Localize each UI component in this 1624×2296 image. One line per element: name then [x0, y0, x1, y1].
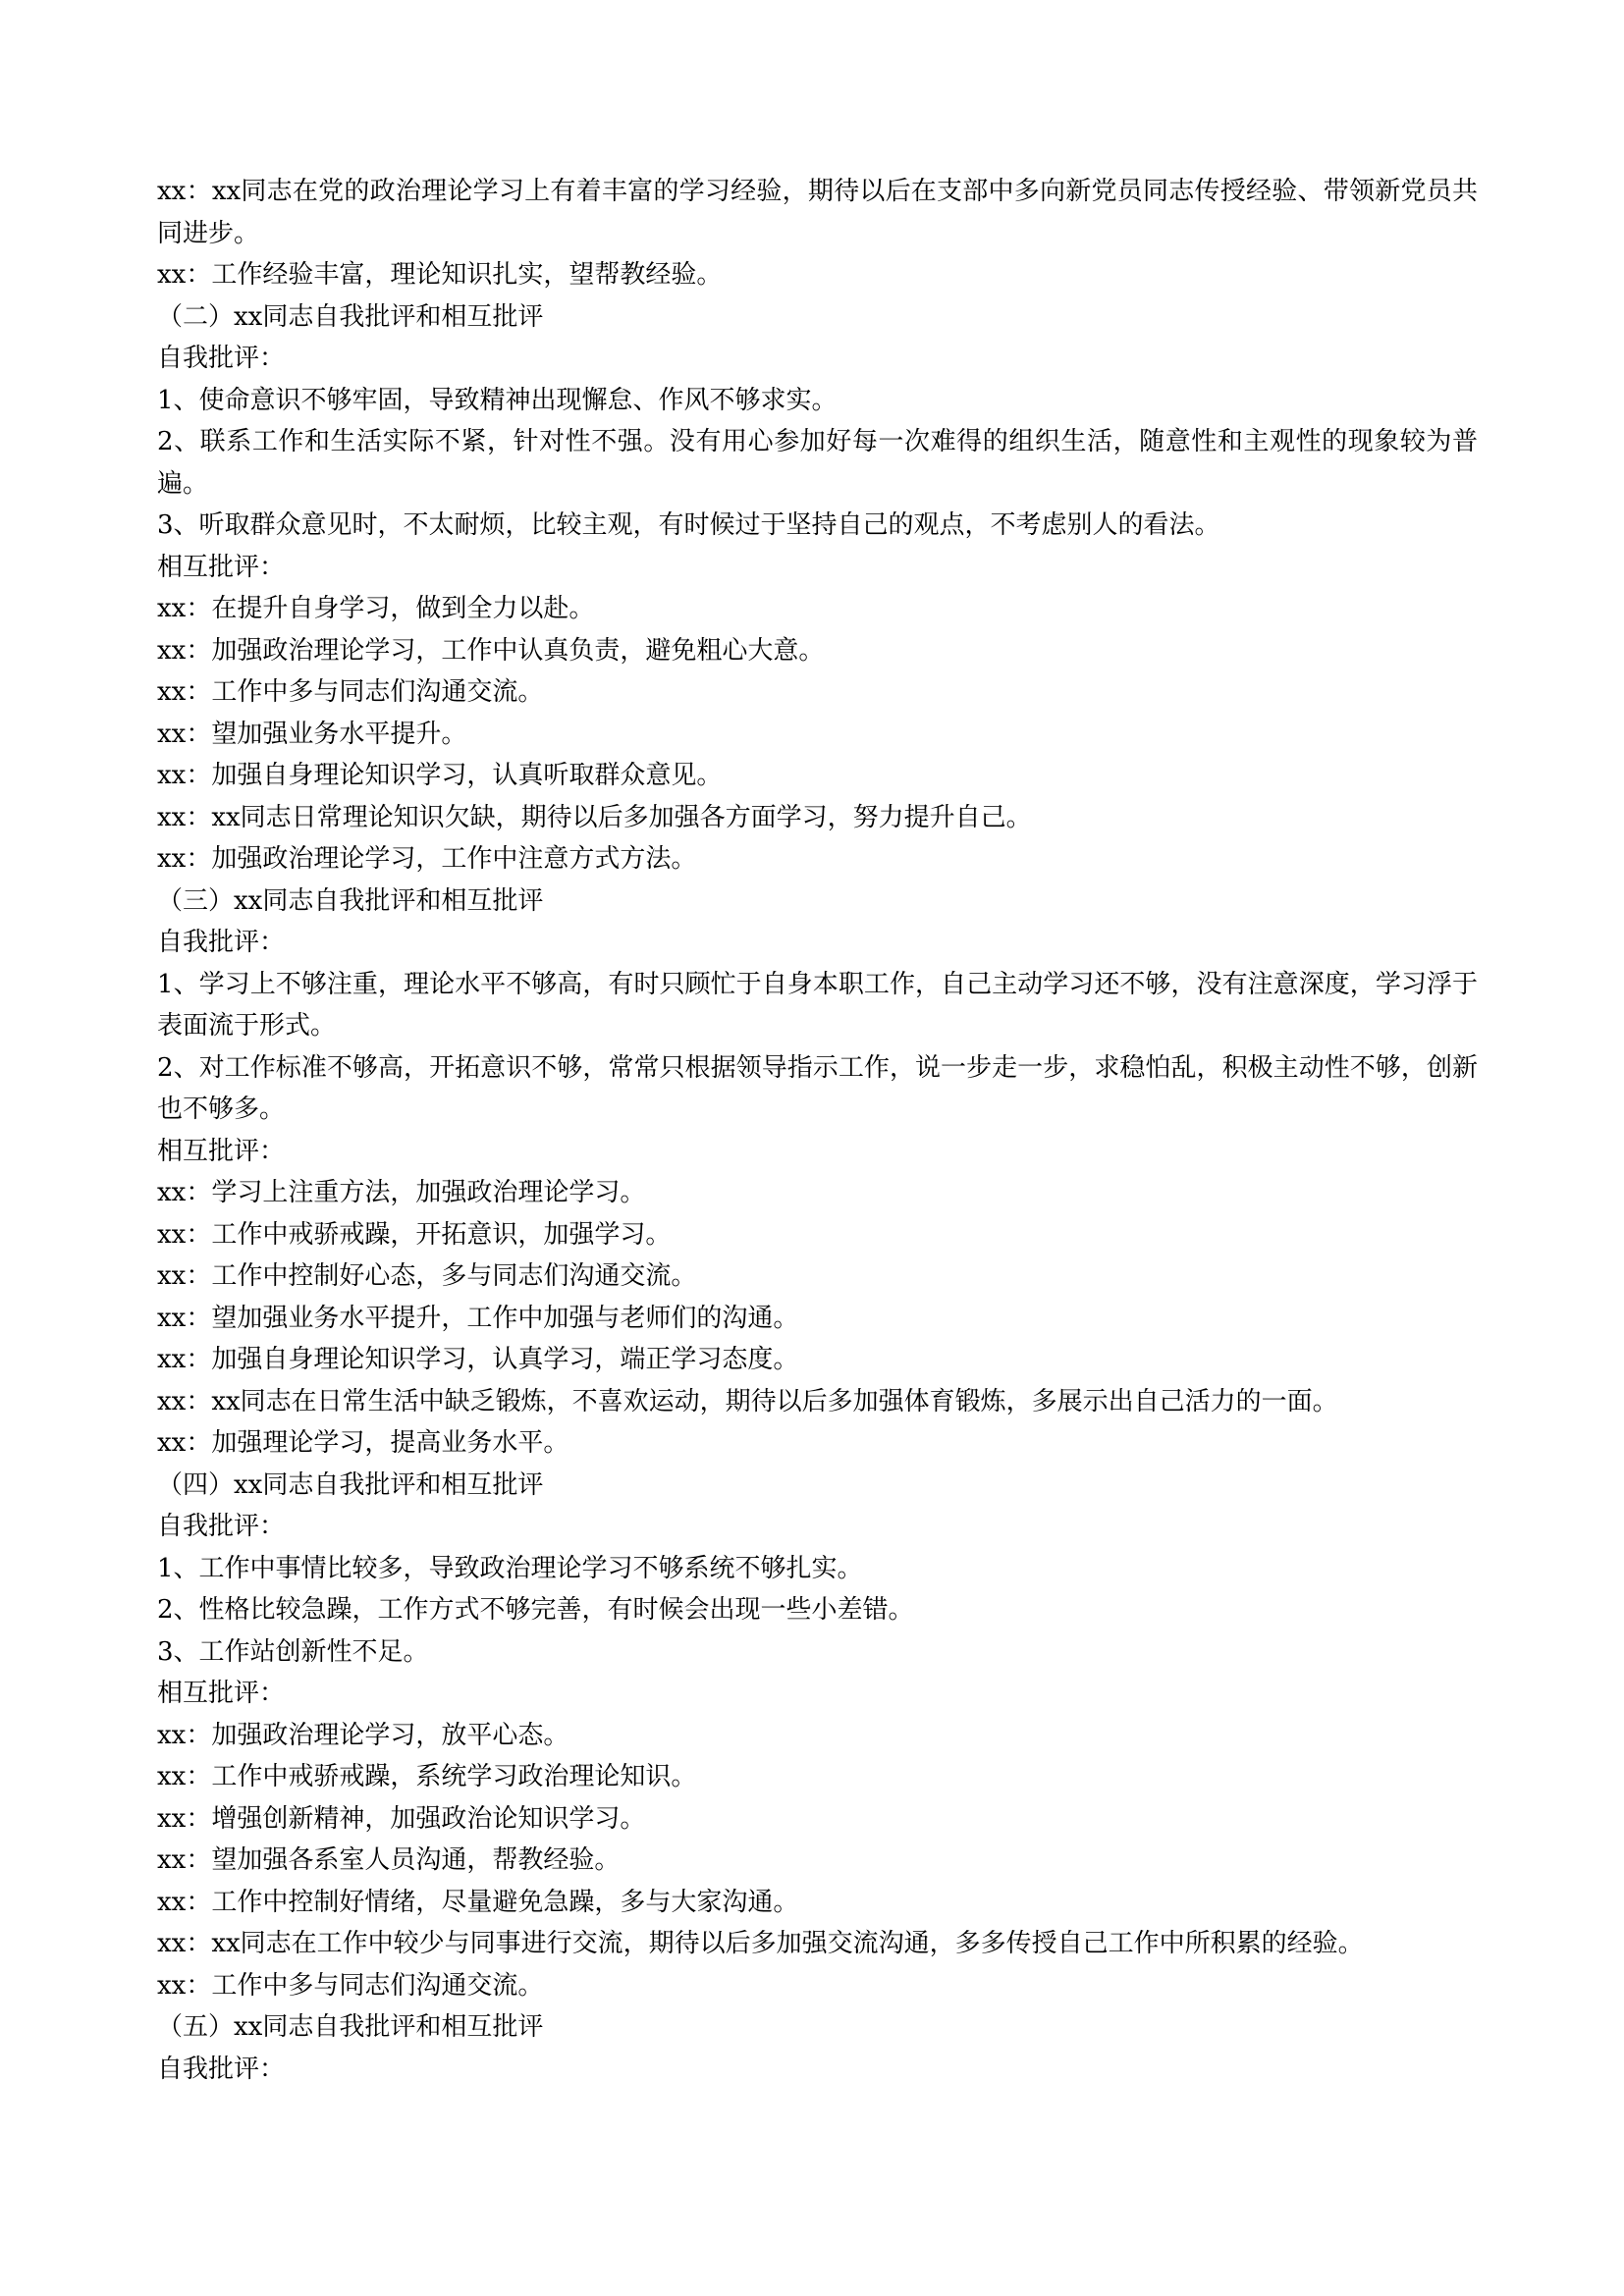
- text-line: xx：加强政治理论学习，放平心态。: [157, 1720, 569, 1750]
- text-line: 自我批评：: [157, 928, 286, 957]
- text-line: xx：工作中控制好情绪，尽量避免急躁，多与大家沟通。: [157, 1887, 799, 1917]
- text-line: xx：在提升自身学习，做到全力以赴。: [157, 594, 595, 623]
- text-line: 相互批评：: [157, 552, 286, 582]
- text-line: xx：工作中多与同志们沟通交流。: [157, 677, 544, 707]
- section-heading: （三）xx同志自我批评和相互批评: [157, 885, 544, 916]
- text-line: xx：工作中多与同志们沟通交流。: [157, 1970, 544, 2001]
- text-line: xx：加强政治理论学习，工作中注意方式方法。: [157, 844, 697, 874]
- text-line: 自我批评：: [157, 1512, 286, 1541]
- text-line: xx：xx同志日常理论知识欠缺，期待以后多加强各方面学习，努力提升自己。: [157, 802, 1032, 832]
- document-body: [157, 171, 1478, 2090]
- section-heading: （二）xx同志自我批评和相互批评: [157, 301, 544, 332]
- paragraph: 1、学习上不够注重，理论水平不够高，有时只顾忙于自身本职工作，自己主动学习还不够，没有注意深度，学习浮于表面流于形式。: [157, 969, 1478, 1041]
- text-line: xx：加强自身理论知识学习，认真学习，端正学习态度。: [157, 1345, 799, 1374]
- text-line: xx：工作经验丰富，理论知识扎实，望帮教经验。: [157, 260, 723, 290]
- text-line: xx：学习上注重方法，加强政治理论学习。: [157, 1178, 646, 1207]
- text-line: xx：工作中戒骄戒躁，系统学习政治理论知识。: [157, 1762, 697, 1791]
- section-heading: （四）xx同志自我批评和相互批评: [157, 1469, 544, 1500]
- text-line: xx：增强创新精神，加强政治论知识学习。: [157, 1803, 646, 1834]
- text-line: 2、性格比较急躁，工作方式不够完善，有时候会出现一些小差错。: [157, 1595, 914, 1625]
- text-line: xx：xx同志在日常生活中缺乏锻炼，不喜欢运动，期待以后多加强体育锻炼，多展示出自己活力的一面。: [157, 1386, 1338, 1416]
- text-line: xx：工作中控制好心态，多与同志们沟通交流。: [157, 1261, 697, 1291]
- text-line: 1、使命意识不够牢固，导致精神出现懈怠、作风不够求实。: [157, 385, 838, 415]
- text-line: xx：望加强各系室人员沟通，帮教经验。: [157, 1845, 621, 1875]
- text-line: 相互批评：: [157, 1679, 286, 1708]
- text-line: 自我批评：: [157, 344, 286, 373]
- text-line: 3、工作站创新性不足。: [157, 1636, 429, 1667]
- text-line: 1、工作中事情比较多，导致政治理论学习不够系统不够扎实。: [157, 1553, 863, 1583]
- section-heading: （五）xx同志自我批评和相互批评: [157, 2012, 544, 2042]
- paragraph: 2、对工作标准不够高，开拓意识不够，常常只根据领导指示工作，说一步走一步，求稳怕乱，积极主动性不够，创新也不够多。: [157, 1052, 1478, 1124]
- text-line: 自我批评：: [157, 2054, 286, 2084]
- text-line: xx：加强理论学习，提高业务水平。: [157, 1428, 569, 1458]
- paragraph: xx：xx同志在党的政治理论学习上有着丰富的学习经验，期待以后在支部中多向新党员同志传授经验、带领新党员共同进步。: [157, 177, 1478, 248]
- text-line: 相互批评：: [157, 1136, 286, 1166]
- text-line: xx：望加强业务水平提升，工作中加强与老师们的沟通。: [157, 1303, 799, 1333]
- text-line: xx：加强自身理论知识学习，认真听取群众意见。: [157, 761, 723, 790]
- text-line: xx：xx同志在工作中较少与同事进行交流，期待以后多加强交流沟通，多多传授自己工作中所积累的经验。: [157, 1929, 1364, 1958]
- paragraph: 2、联系工作和生活实际不紧，针对性不强。没有用心参加好每一次难得的组织生活，随意性和主观性的现象较为普遍。: [157, 427, 1478, 499]
- text-line: xx：望加强业务水平提升。: [157, 719, 467, 749]
- text-line: xx：加强政治理论学习，工作中认真负责，避免粗心大意。: [157, 635, 825, 666]
- text-line: 3、听取群众意见时，不太耐烦，比较主观，有时候过于坚持自己的观点，不考虑别人的看法。: [157, 510, 1220, 540]
- text-line: xx：工作中戒骄戒躁，开拓意识，加强学习。: [157, 1219, 672, 1250]
